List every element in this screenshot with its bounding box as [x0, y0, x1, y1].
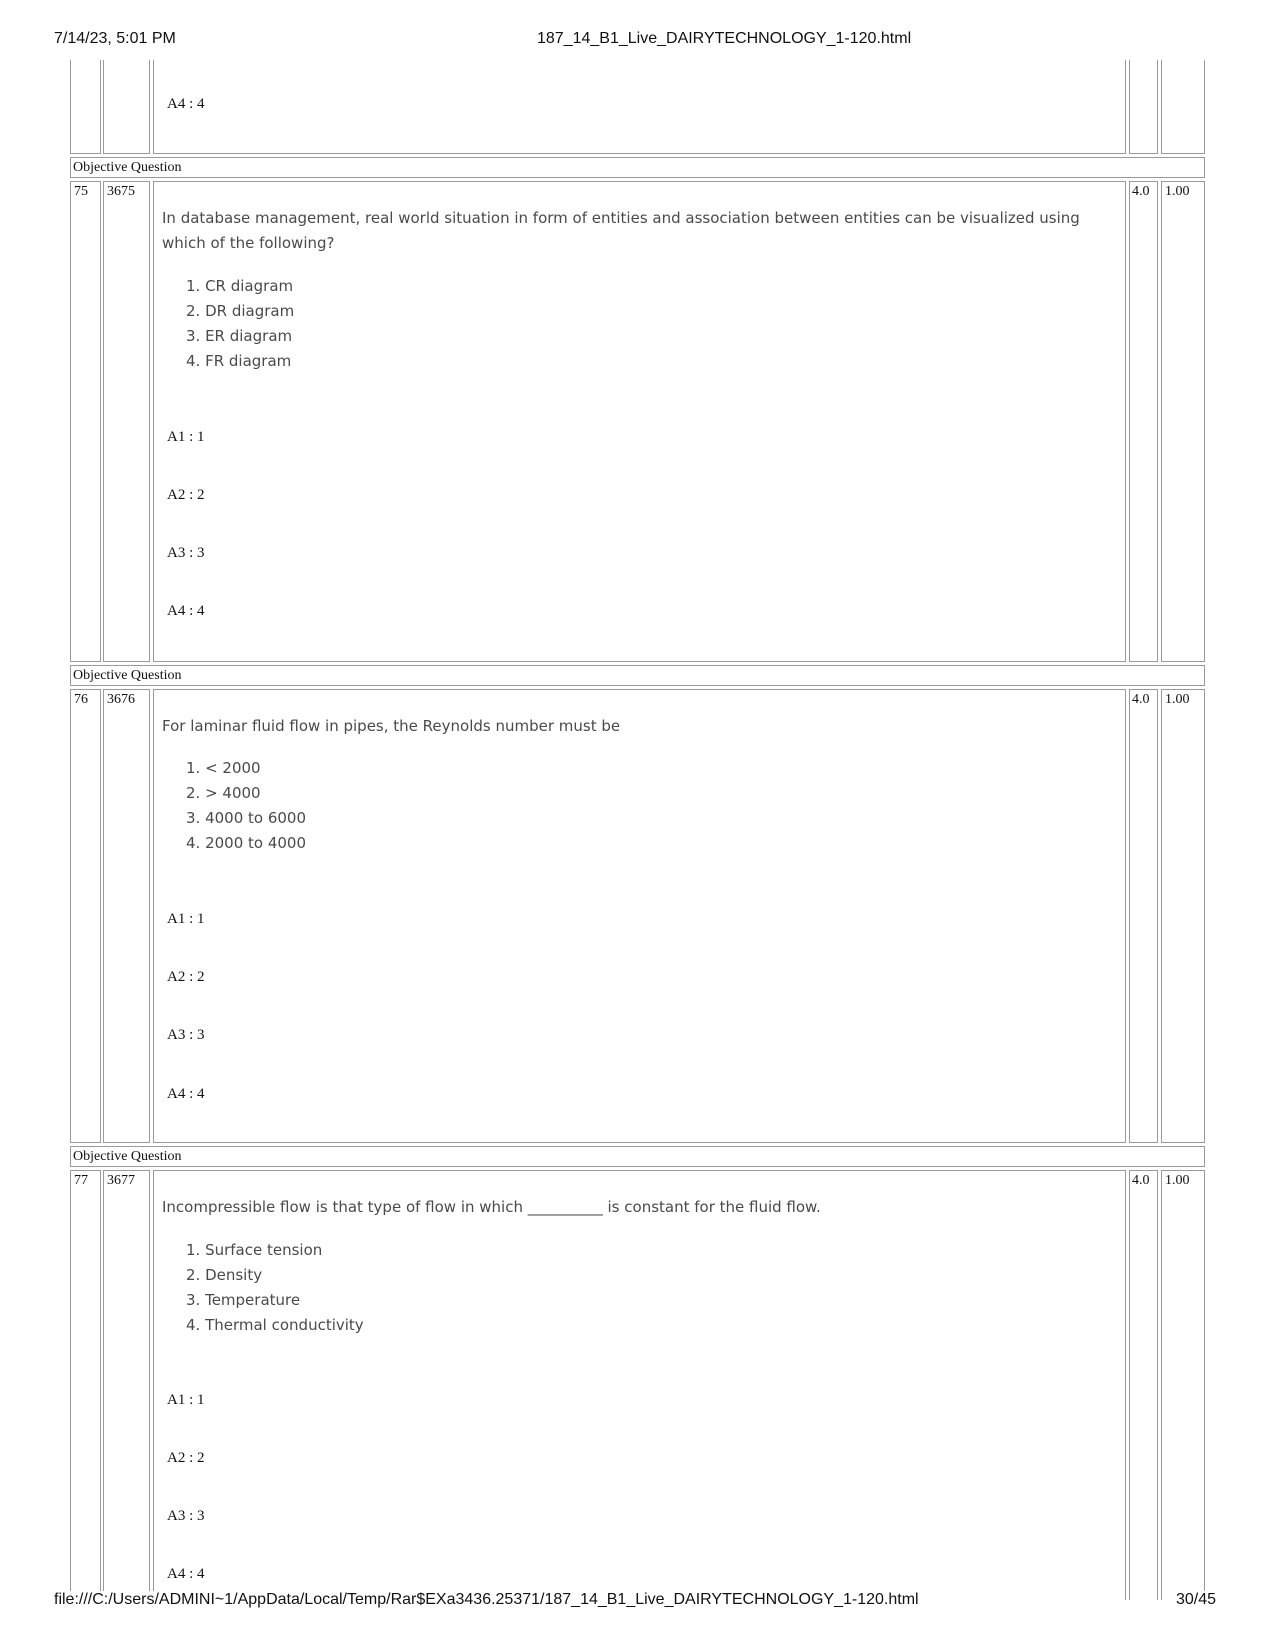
page-number: 30/45	[1176, 1591, 1217, 1608]
option-item: 3. 4000 to 6000	[186, 809, 307, 827]
marks-value: 4.0	[1132, 184, 1150, 199]
question-number-cell	[70, 689, 101, 1143]
options-list	[186, 1238, 364, 1338]
option-item: 4. 2000 to 4000	[186, 834, 307, 852]
negative-marks-value: 1.00	[1165, 1173, 1190, 1188]
print-file-path: file:///C:/Users/ADMINI~1/AppData/Local/Temp/Rar$EXa3436.25371/187_14_B1_Live_DAIRYTECHNOLOGY_1-120.html	[54, 1591, 919, 1608]
question-number-cell	[70, 181, 101, 662]
prev-answer-4: A4 : 4	[167, 96, 205, 112]
answer-2: A2 : 2	[167, 1450, 205, 1466]
question-id: 3677	[107, 1173, 135, 1188]
question-id: 3676	[107, 692, 135, 707]
marks-value: 4.0	[1132, 1173, 1150, 1188]
answer-3: A3 : 3	[167, 545, 205, 561]
question-id-cell	[103, 181, 150, 662]
question-text: In database management, real world situation in form of entities and association between entities can be visualized using which of the following?	[162, 209, 1080, 252]
answer-3: A3 : 3	[167, 1508, 205, 1524]
question-number-cell	[70, 1170, 101, 1600]
negative-marks-cell	[1161, 1170, 1205, 1600]
marks-cell	[1129, 1170, 1158, 1600]
section-label: Objective Question	[73, 668, 182, 683]
negative-marks-value: 1.00	[1165, 184, 1190, 199]
options-list	[186, 274, 294, 374]
negative-marks-value: 1.00	[1165, 692, 1190, 707]
question-number: 75	[74, 184, 88, 199]
prev-id-cell	[103, 60, 150, 154]
marks-value: 4.0	[1132, 692, 1150, 707]
answer-2: A2 : 2	[167, 487, 205, 503]
answer-4: A4 : 4	[167, 1566, 205, 1582]
marks-cell	[1129, 689, 1158, 1143]
negative-marks-cell	[1161, 181, 1205, 662]
option-item: 4. FR diagram	[186, 352, 292, 370]
options-list	[186, 756, 306, 856]
option-item: 1. < 2000	[186, 759, 261, 777]
answer-4: A4 : 4	[167, 603, 205, 619]
option-item: 1. Surface tension	[186, 1241, 323, 1259]
section-label: Objective Question	[73, 160, 182, 175]
print-title: 187_14_B1_Live_DAIRYTECHNOLOGY_1-120.html	[537, 30, 912, 47]
question-text: For laminar fluid flow in pipes, the Reynolds number must be	[162, 717, 621, 735]
prev-num-cell	[70, 60, 101, 154]
option-item: 1. CR diagram	[186, 277, 294, 295]
option-item: 2. DR diagram	[186, 302, 295, 320]
prev-marks-cell	[1129, 60, 1158, 154]
section-header	[70, 665, 1205, 686]
answer-1: A1 : 1	[167, 429, 205, 445]
option-item: 2. Density	[186, 1266, 263, 1284]
prev-negative-cell	[1161, 60, 1205, 154]
answer-1: A1 : 1	[167, 1392, 205, 1408]
print-datetime: 7/14/23, 5:01 PM	[54, 30, 176, 47]
option-item: 2. > 4000	[186, 784, 261, 802]
answer-4: A4 : 4	[167, 1086, 205, 1102]
answer-1: A1 : 1	[167, 911, 205, 927]
question-id-cell	[103, 1170, 150, 1600]
question-number: 77	[74, 1173, 88, 1188]
question-text: Incompressible flow is that type of flow in which __________ is constant for the fluid flow.	[162, 1198, 821, 1216]
question-id-cell	[103, 689, 150, 1143]
section-label: Objective Question	[73, 1149, 182, 1164]
question-number: 76	[74, 692, 88, 707]
option-item: 4. Thermal conductivity	[186, 1316, 364, 1334]
question-id: 3675	[107, 184, 135, 199]
question-content-cell	[153, 1170, 1126, 1600]
option-item: 3. ER diagram	[186, 327, 293, 345]
option-item: 3. Temperature	[186, 1291, 301, 1309]
negative-marks-cell	[1161, 689, 1205, 1143]
answer-3: A3 : 3	[167, 1027, 205, 1043]
prev-content-cell	[153, 60, 1126, 154]
section-header	[70, 1146, 1205, 1167]
answer-2: A2 : 2	[167, 969, 205, 985]
section-header	[70, 157, 1205, 178]
marks-cell	[1129, 181, 1158, 662]
